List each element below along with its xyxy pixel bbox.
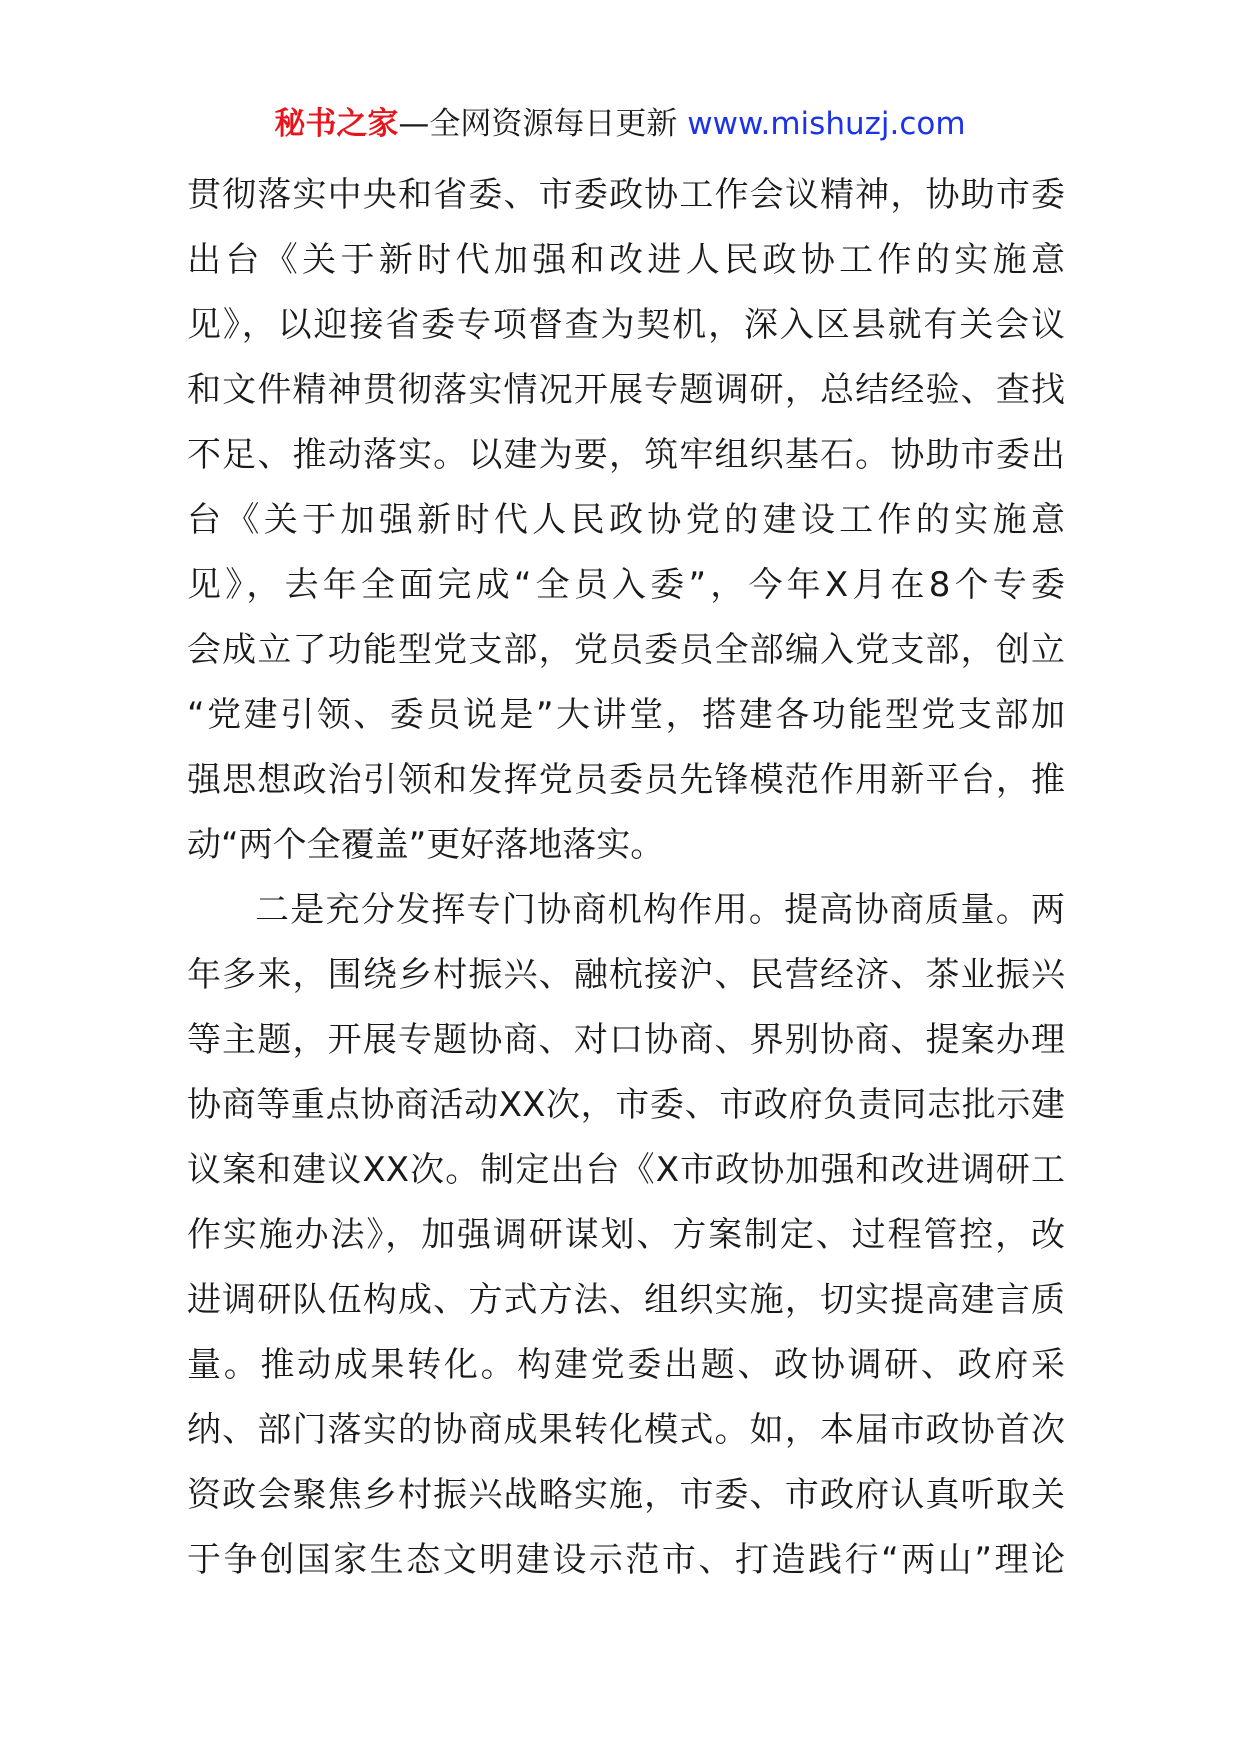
brand-name: 秘书之家 [274,106,399,142]
site-header [0,102,1240,146]
text-line: 台《关于加强新时代人民政协党的建设工作的实施意 [187,500,1065,540]
text-line: 不足、推动落实。以建为要，筑牢组织基石。协助市委出 [187,435,1065,475]
text-line: 出台《关于新时代加强和改进人民政协工作的实施意 [187,240,1065,280]
text-line: 量。推动成果转化。构建党委出题、政协调研、政府采 [187,1345,1065,1385]
text-line: 纳、部门落实的协商成果转化模式。如，本届市政协首次 [187,1410,1065,1450]
text-line: 资政会聚焦乡村振兴战略实施，市委、市政府认真听取关 [187,1475,1065,1515]
text-line: “党建引领、委员说是”大讲堂，搭建各功能型党支部加 [187,695,1065,735]
paragraph-start-line: 二是充分发挥专门协商机构作用。提高协商质量。两 [255,890,1065,930]
header-tagline: —全网资源每日更新 [398,106,688,142]
text-line: 作实施办法》，加强调研谋划、方案制定、过程管控，改 [187,1215,1065,1255]
text-line: 见》，以迎接省委专项督查为契机，深入区县就有关会议 [187,305,1065,345]
text-line: 贯彻落实中央和省委、市委政协工作会议精神，协助市委 [187,175,1065,215]
text-line: 议案和建议XX次。制定出台《X市政协加强和改进调研工 [187,1150,1065,1190]
site-url[interactable]: www.mishuzj.com [687,106,966,142]
text-line: 和文件精神贯彻落实情况开展专题调研，总结经验、查找 [187,370,1065,410]
text-line: 会成立了功能型党支部，党员委员全部编入党支部，创立 [187,630,1065,670]
text-line: 见》，去年全面完成“全员入委”，今年X月在8个专委 [187,565,1065,605]
text-line: 动“两个全覆盖”更好落地落实。 [187,825,665,865]
text-line: 协商等重点协商活动XX次，市委、市政府负责同志批示建 [187,1085,1065,1125]
text-line: 于争创国家生态文明建设示范市、打造践行“两山”理论 [187,1540,1065,1580]
text-line: 强思想政治引领和发挥党员委员先锋模范作用新平台，推 [187,760,1065,800]
document-body [187,163,1065,1593]
text-line: 年多来，围绕乡村振兴、融杭接沪、民营经济、茶业振兴 [187,955,1065,995]
text-line: 等主题，开展专题协商、对口协商、界别协商、提案办理 [187,1020,1065,1060]
text-line: 进调研队伍构成、方式方法、组织实施，切实提高建言质 [187,1280,1065,1320]
